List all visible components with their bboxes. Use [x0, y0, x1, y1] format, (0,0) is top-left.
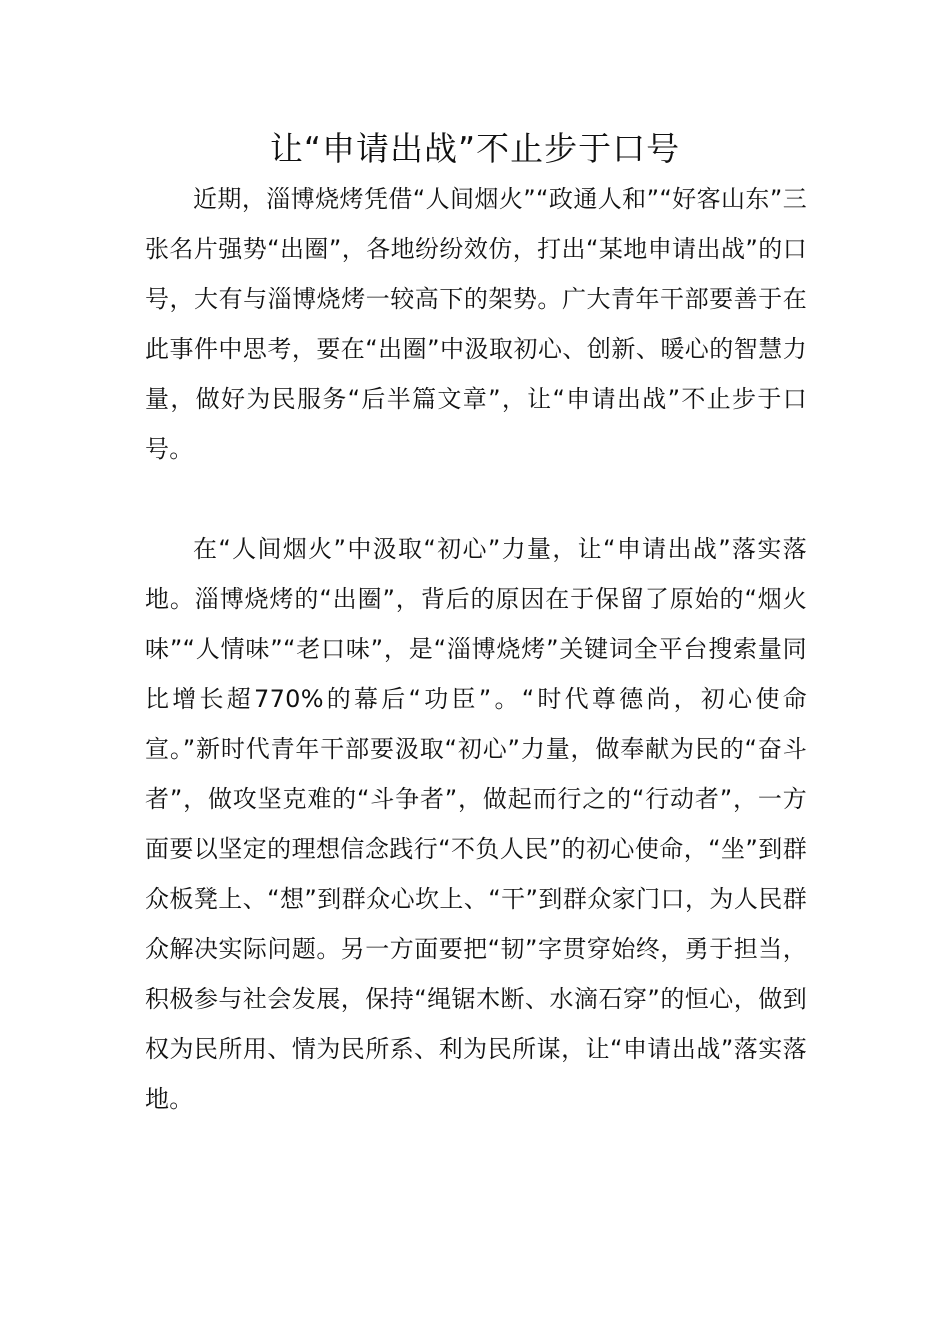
paragraph-intro: 近期，淄博烧烤凭借“人间烟火”“政通人和”“好客山东”三张名片强势“出圈”，各地纷纷效仿，打出“某地申请出战”的口号，大有与淄博烧烤一较高下的架势。广大青年干部要善于在此事件中思考，要在“出圈”中汲取初心、创新、暖心的智慧力量，做好为民服务“后半篇文章”，让“申请出战”不止步于口号。 — [145, 185, 807, 463]
document-title: 让“申请出战”不止步于口号 — [269, 129, 681, 168]
paragraph-initial-heart: 在“人间烟火”中汲取“初心”力量，让“申请出战”落实落地。淄博烧烤的“出圈”，背后的原因在于保留了原始的“烟火味”“人情味”“老口味”，是“淄博烧烤”关键词全平台搜索量同比增长超770%的幕后“功臣”。“时代尊德尚，初心使命宣。”新时代青年干部要汲取“初心”力量，做奉献为民的“奋斗者”，做攻坚克难的“斗争者”，做起而行之的“行动者”，一方面要以坚定的理想信念践行“不负人民”的初心使命，“坐”到群众板凳上、“想”到群众心坎上、“干”到群众家门口，为人民群众解决实际问题。另一方面要把“韧”字贯穿始终，勇于担当，积极参与社会发展，保持“绳锯木断、水滴石穿”的恒心，做到权为民所用、情为民所系、利为民所谋，让“申请出战”落实落地。 — [145, 535, 807, 1113]
